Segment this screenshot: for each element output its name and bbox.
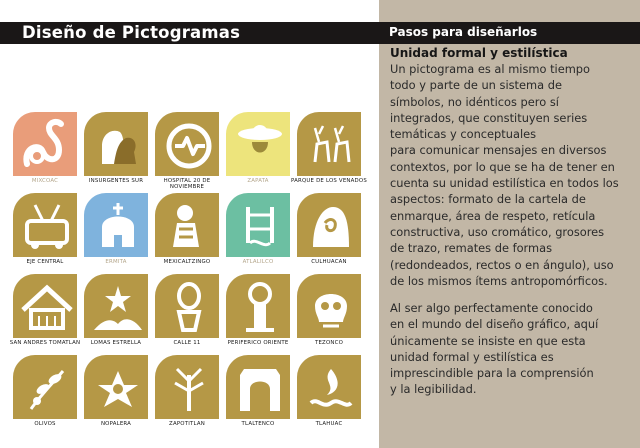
page-title: Diseño de Pictogramas <box>22 23 241 42</box>
water-glyph-icon <box>226 193 290 257</box>
pictogram-tile <box>155 193 219 257</box>
sidebar-heading: Pasos para diseñarlos <box>389 25 538 39</box>
pictogram-tile <box>84 355 148 419</box>
pictogram-label: LOMAS ESTRELLA <box>90 340 142 346</box>
pictogram-label: ZAPATA <box>247 178 269 184</box>
pictogram-label: NOPALERA <box>100 421 132 427</box>
pictogram-label: CALLE 11 <box>173 340 201 346</box>
trolleybus-icon <box>13 193 77 257</box>
pictogram-tile <box>84 193 148 257</box>
pictogram-tile <box>297 355 361 419</box>
text-line: Un pictograma es al mismo tiempo <box>390 62 591 76</box>
pictogram-label: TEZONCO <box>314 340 344 346</box>
pictogram-tile <box>84 274 148 338</box>
text-line: constructiva, uso cromático, grosores <box>390 224 605 239</box>
text-sidebar <box>379 0 640 448</box>
tower-icon <box>226 274 290 338</box>
pictogram-label: CULHUACAN <box>311 259 347 265</box>
text-line: unidad formal y estilística es <box>390 349 554 364</box>
olive-branch-icon <box>13 355 77 419</box>
deer-icon <box>297 112 361 176</box>
pictogram-tile <box>155 112 219 176</box>
pictogram-label: EJE CENTRAL <box>26 259 64 265</box>
pictogram-label: ATLALILCO <box>242 259 274 265</box>
zapata-sombrero-icon <box>226 112 290 176</box>
pictogram-tile <box>84 112 148 176</box>
pictogram-label: MIXCOAC <box>31 178 59 184</box>
arch-gate-icon <box>226 355 290 419</box>
serpent-icon <box>13 112 77 176</box>
water-flame-icon <box>297 355 361 419</box>
pictogram-label: PERIFERICO ORIENTE <box>227 340 289 346</box>
pictogram-tile <box>13 355 77 419</box>
pictogram-label: ERMITA <box>105 259 127 265</box>
text-line: integrados, que constituyen series <box>390 110 588 125</box>
pictogram-label: TLAHUAC <box>315 421 343 427</box>
pictogram-tile <box>297 274 361 338</box>
text-line: cuenta su unidad estilística en todos los <box>390 176 619 191</box>
hospital-emblem-icon <box>155 112 219 176</box>
pictogram-label: PARQUE DE LOS VENADOS <box>291 178 367 184</box>
pictogram-tile <box>226 355 290 419</box>
pictogram-label: HOSPITAL 20 DE NOVIEMBRE <box>163 178 211 190</box>
tree-icon <box>155 355 219 419</box>
pictogram-label: MEXICALTZINGO <box>163 259 211 265</box>
text-line: únicamente se insiste en que esta <box>390 333 586 348</box>
pictogram-label: OLIVOS <box>34 421 56 427</box>
cactus-flower-icon <box>84 355 148 419</box>
pictogram-label: ZAPOTITLAN <box>169 421 205 427</box>
text-line: en el mundo del diseño gráfico, aquí <box>390 317 599 332</box>
pictogram-tile <box>13 274 77 338</box>
chapel-icon <box>84 193 148 257</box>
pictogram-tile <box>13 112 77 176</box>
pictogram-tile <box>155 355 219 419</box>
star-hills-icon <box>84 274 148 338</box>
text-line: de trazo, remates de formas <box>390 241 553 256</box>
text-line: para comunicar mensajes en diversos <box>390 143 607 158</box>
title-bar <box>0 22 379 44</box>
hill-glyph-icon <box>297 193 361 257</box>
text-line: (redondeados, rectos o en ángulo), uso <box>390 257 614 272</box>
sidebar-heading-bar <box>379 22 640 44</box>
text-line: de los mismos ítems antropomórficos. <box>390 273 608 288</box>
pictogram-label: SAN ANDRES TOMATLAN <box>9 340 81 346</box>
pictogram-tile <box>297 112 361 176</box>
text-line: imprescindible para la comprensión <box>390 366 594 381</box>
text-line: y la legibilidad. <box>390 382 477 397</box>
pictogram-label: TLALTENCO <box>241 421 275 427</box>
pictogram-tile <box>226 274 290 338</box>
section-subheading: Unidad formal y estilística <box>390 46 568 60</box>
heroes-profiles-icon <box>84 112 148 176</box>
pictogram-label: INSURGENTES SUR <box>88 178 144 184</box>
thatched-house-icon <box>13 274 77 338</box>
figure-glyph-icon <box>155 274 219 338</box>
text-line: símbolos, no idénticos pero sí <box>390 94 559 109</box>
skull-icon <box>297 274 361 338</box>
text-line: temáticas y conceptuales <box>390 127 537 142</box>
text-line: contextos, por lo que se ha de tener en <box>390 159 615 174</box>
paragraph-2 <box>390 300 638 398</box>
text-line: aspectos: formato de la cartela de <box>390 192 586 207</box>
paragraph-1 <box>390 61 638 289</box>
pictogram-tile <box>226 112 290 176</box>
pictogram-tile <box>13 193 77 257</box>
text-line: enmarque, área de respeto, retícula <box>390 208 596 223</box>
pictogram-tile <box>226 193 290 257</box>
pictogram-tile <box>155 274 219 338</box>
pictogram-tile <box>297 193 361 257</box>
text-line: Al ser algo perfectamente conocido <box>390 301 593 315</box>
text-line: todo y parte de un sistema de <box>390 78 562 93</box>
aztec-glyph-icon <box>155 193 219 257</box>
